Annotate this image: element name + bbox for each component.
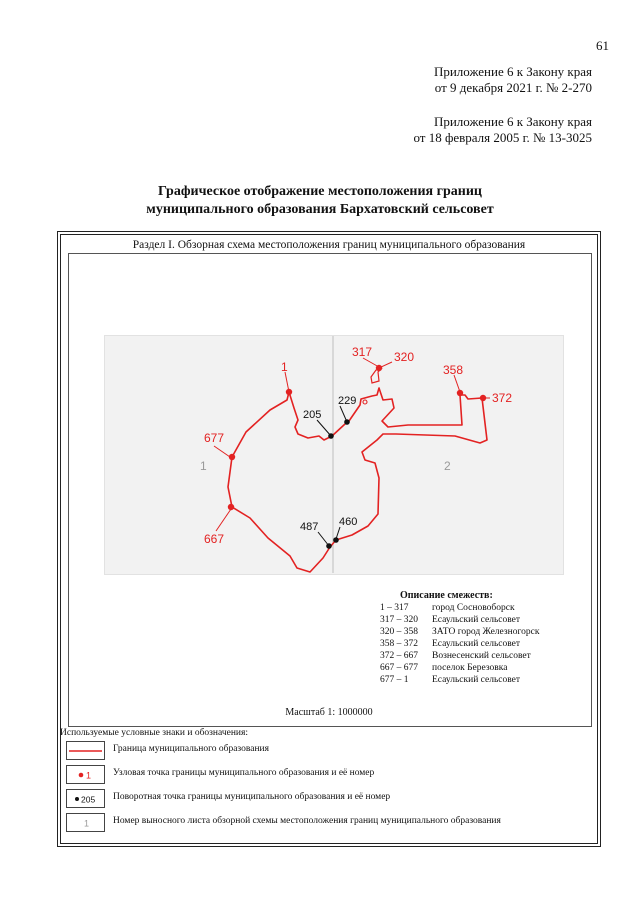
adjacency-row <box>380 627 539 639</box>
adjacency-code: 667 – 677 <box>380 663 418 673</box>
node-label-1: 1 <box>281 360 288 374</box>
legend-item-sheet-number <box>66 813 586 832</box>
adjacency-row <box>380 615 520 627</box>
legend-item-boundary <box>66 741 586 760</box>
adjacency-code: 320 – 358 <box>380 627 418 637</box>
node-point-symbol <box>67 766 104 783</box>
title-line-1: Графическое отображение местоположения границ <box>158 184 482 199</box>
boundary-ring-shape <box>363 400 367 404</box>
node-point-1 <box>286 389 292 395</box>
legend-symbol-box <box>66 813 105 832</box>
leader-line <box>363 358 379 367</box>
turn-point-460 <box>333 537 339 543</box>
municipal-boundary-line <box>228 388 487 572</box>
turn-point-229 <box>344 419 350 425</box>
adjacency-row <box>380 651 531 663</box>
sheet-label-2: 2 <box>444 459 451 473</box>
map-scale: Масштаб 1: 1000000 <box>285 707 373 718</box>
legend-symbol-box <box>66 741 105 760</box>
adjacency-code: 1 – 317 <box>380 603 409 613</box>
adjacency-row <box>380 675 520 687</box>
adjacency-name: Есаульский сельсовет <box>432 639 521 649</box>
section-title: Раздел I. Обзорная схема местоположения границ муниципального образования <box>132 239 526 251</box>
node-label-667: 667 <box>204 532 225 546</box>
legend-node-number: 1 <box>86 770 92 781</box>
node-point-677 <box>229 454 235 460</box>
legend-text: Граница муниципального образования <box>113 744 269 754</box>
legend-text: Номер выносного листа обзорной схемы местоположения границ муниципального образования <box>113 816 501 826</box>
turn-label-229: 229 <box>338 395 357 407</box>
appendix-line-4: от 18 февраля 2005 г. № 13-3025 <box>413 130 592 145</box>
node-point-320 <box>376 365 382 371</box>
leader-line <box>454 375 460 392</box>
adjacency-name: поселок Березовка <box>432 663 508 673</box>
legend-symbol-box <box>66 765 105 784</box>
adjacency-row <box>380 663 507 675</box>
boundary-line-symbol <box>67 742 104 759</box>
legend-symbol-box <box>66 789 105 808</box>
legend-sheet-number: 1 <box>84 818 90 829</box>
turn-point-487 <box>326 543 332 549</box>
page-number: 61 <box>596 38 609 53</box>
turn-label-460: 460 <box>339 516 358 528</box>
adjacency-row <box>380 639 520 651</box>
node-label-372: 372 <box>492 391 513 405</box>
node-label-320: 320 <box>394 350 415 364</box>
legend-item-turn-point <box>66 789 586 808</box>
appendix-line-2: от 9 декабря 2021 г. № 2-270 <box>434 80 592 95</box>
node-label-677: 677 <box>204 431 225 445</box>
leader-line <box>381 362 392 367</box>
adjacency-name: Вознесенский сельсовет <box>432 651 531 661</box>
adjacency-title: Описание смежеств: <box>400 590 493 601</box>
node-point-372 <box>480 395 486 401</box>
title-line-2: муниципального образования Бархатовский сельсовет <box>146 202 494 217</box>
adjacency-code: 317 – 320 <box>380 615 418 625</box>
turn-point-205 <box>328 433 334 439</box>
leader-line <box>336 527 340 539</box>
adjacency-name: Есаульский сельсовет <box>432 675 521 685</box>
appendix-line-1: Приложение 6 к Закону края <box>433 64 592 79</box>
adjacency-name: Есаульский сельсовет <box>432 615 521 625</box>
sheet-number-symbol <box>67 814 104 831</box>
legend-item-node-point <box>66 765 586 784</box>
node-label-317: 317 <box>352 345 373 359</box>
sheet-label-1: 1 <box>200 459 207 473</box>
legend-turn-number: 205 <box>81 794 96 805</box>
node-label-358: 358 <box>443 363 464 377</box>
turn-label-487: 487 <box>300 521 319 533</box>
leader-line <box>317 420 331 436</box>
legend-text: Поворотная точка границы муниципального образования и её номер <box>113 792 391 802</box>
adjacency-name: город Сосновоборск <box>432 603 515 613</box>
legend-heading: Используемые условные знаки и обозначения: <box>60 728 249 738</box>
turn-point-symbol <box>67 790 104 807</box>
adjacency-row <box>380 603 515 615</box>
leader-line <box>214 446 230 457</box>
leader-line <box>216 509 231 531</box>
node-point-667 <box>228 504 234 510</box>
adjacency-name: ЗАТО город Железногорск <box>432 627 540 637</box>
turn-label-205: 205 <box>303 409 322 421</box>
adjacency-code: 358 – 372 <box>380 639 418 649</box>
adjacency-code: 677 – 1 <box>380 675 409 685</box>
legend-text: Узловая точка границы муниципального образования и её номер <box>113 768 375 778</box>
adjacency-code: 372 – 667 <box>380 651 418 661</box>
node-point-358 <box>457 390 463 396</box>
appendix-line-3: Приложение 6 к Закону края <box>433 114 592 129</box>
